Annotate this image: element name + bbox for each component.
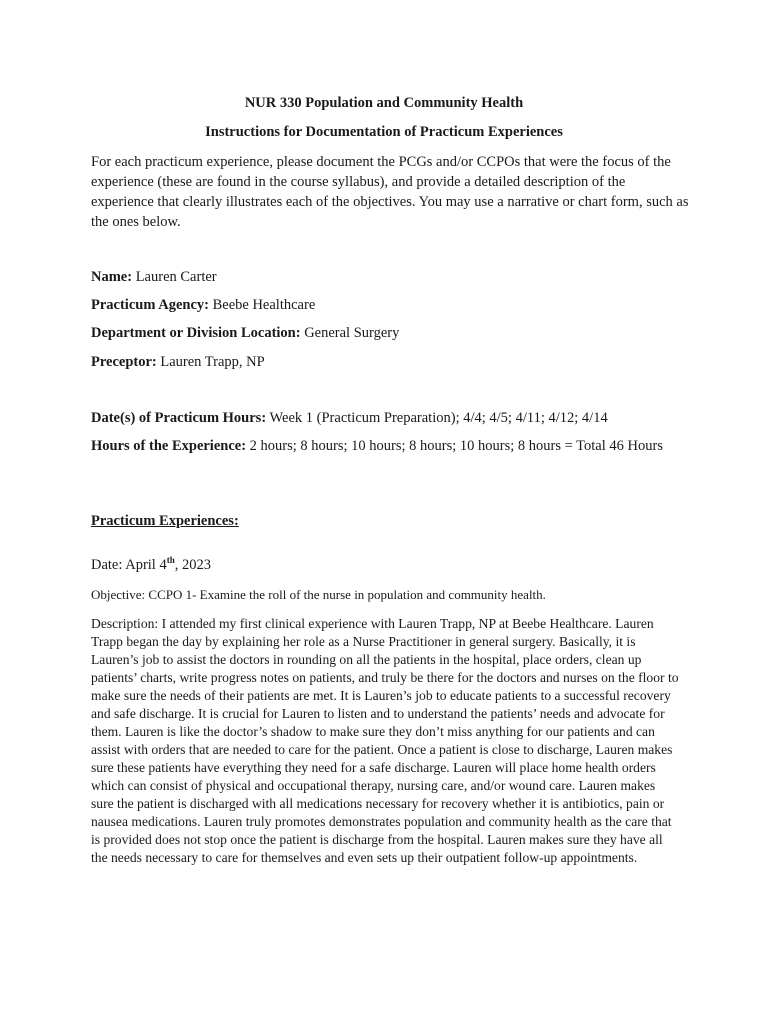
name-field (91, 268, 217, 286)
preceptor-label: Preceptor: (91, 354, 157, 370)
experience-description: Description: I attended my first clinical experience with Lauren Trapp, NP at Beebe Healthcare. Lauren Trapp began the day by explaining her role as a Nurse Practitioner in general surgery. Basically, it is Lauren’s job to assist the doctors in rounding on all the patients in the hospital, place orders, clean up patients’ charts, write progress notes on patients, and truly be there for the doctors and nurses on the floor to make sure the needs of their patients are met. It is Lauren’s job to educate patients to a successful recovery and safe discharge. It is crucial for Lauren to listen and to understand the patients’ needs and advocate for them. Lauren is like the doctor’s shadow to make sure they don’t miss anything for our patients and can assist with orders that are needed to care for the patient. Once a patient is close to discharge, Lauren makes sure these patients have everything they need for a safe discharge. Lauren will place home health orders which can consist of physical and occupational therapy, nursing care, and/or wound care. Lauren makes sure the patient is discharged with all medications necessary for recovery whether it is antibiotics, pain or nausea medications. Lauren truly promotes demonstrates population and community health as the care that is provided does not stop once the patient is discharge from the hospital. Lauren makes sure they have all the needs necessary to care for themselves and even sets up their outpatient follow-up appointments. (91, 616, 679, 865)
agency-value: Beebe Healthcare (208, 297, 316, 313)
experience-date (91, 556, 211, 574)
intro-paragraph: For each practicum experience, please document the PCGs and/or CCPOs that were the focus of the experience (these are found in the course syllabus), and provide a detailed description of the experience that clearly illustrates each of the objectives. You may use a narrative or chart form, such as the ones below. (91, 154, 689, 230)
practicum-dates-field (91, 409, 608, 427)
name-label: Name: (91, 269, 133, 285)
agency-field (91, 296, 315, 314)
hours-field (91, 437, 671, 455)
hours-label: Hours of the Experience: (91, 438, 247, 454)
practicum-dates-label: Date(s) of Practicum Hours: (91, 410, 267, 426)
department-label: Department or Division Location: (91, 325, 301, 341)
name-value: Lauren Carter (132, 269, 217, 285)
department-value: General Surgery (300, 325, 400, 341)
instructions-title: Instructions for Documentation of Practicum Experiences (205, 124, 563, 140)
practicum-dates-value: Week 1 (Practicum Preparation); 4/4; 4/5; 4/11; 4/12; 4/14 (266, 410, 608, 426)
preceptor-value: Lauren Trapp, NP (156, 354, 265, 370)
agency-label: Practicum Agency: (91, 297, 209, 313)
experience-date-ordinal: th (166, 555, 175, 566)
department-field (91, 324, 399, 342)
practicum-experiences-heading: Practicum Experiences: (91, 513, 239, 529)
experience-date-prefix: Date: April 4 (91, 557, 167, 573)
experience-date-suffix: , 2023 (174, 557, 211, 573)
experience-objective: Objective: CCPO 1- Examine the roll of the nurse in population and community health. (91, 587, 546, 602)
course-title: NUR 330 Population and Community Health (244, 95, 524, 111)
hours-value: 2 hours; 8 hours; 10 hours; 8 hours; 10 hours; 8 hours = Total 46 Hours (246, 438, 663, 454)
preceptor-field (91, 353, 265, 371)
